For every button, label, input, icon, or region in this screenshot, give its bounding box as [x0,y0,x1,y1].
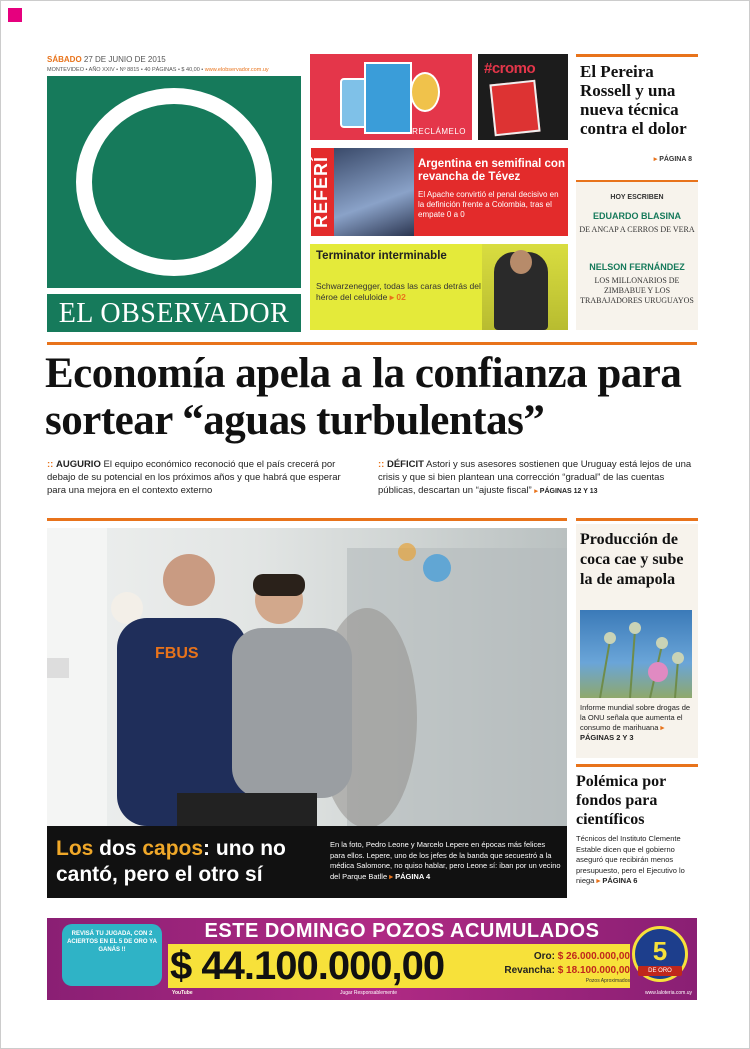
arrow-icon: ▸ [660,723,665,732]
promo-label: RECLÁMELO [412,127,466,136]
polemica-headline[interactable]: Polémica por fondos para científicos [576,773,666,828]
logo[interactable] [47,76,301,288]
logo-o-icon [47,76,301,288]
product-image [410,72,440,112]
arrow-icon: ▸ [596,876,601,885]
subhead-keyword: DÉFICIT [386,459,424,470]
divider [47,342,697,345]
photo-caption: En la foto, Pedro Leone y Marcelo Lepere en épocas más felices para ellos. Lepere, uno de los jefes de la banda que secuestró a la médica Salomone, no quiso hablar, pero Leone sí: iban por un vecino del Parque Batlle ▸ PÁGINA 4 [330,840,561,881]
dateline [47,54,307,76]
youtube-icon[interactable]: YouTube [172,990,193,996]
product-image [364,62,412,134]
divider [47,518,567,521]
coca-text: Informe mundial sobre drogas de la ONU señala que aumenta el consumo de marihuana ▸ PÁGINAS 2 Y 3 [580,703,691,742]
columnist-name[interactable]: NELSON FERNÁNDEZ [589,262,685,272]
dateline-day: SÁBADO [47,55,82,64]
lottery-bubble: REVISÁ TU JUGADA, CON 2 ACIERTOS EN EL 5 DE ORO YA GANÁS !! [62,924,162,986]
terminator-body: Schwarzenegger, todas las caras detrás del héroe del celuloide [316,281,481,302]
cinco-de-oro-label: DE ORO [638,966,682,976]
sports-photo [334,148,414,236]
main-photo [47,528,567,826]
terminator-page: ▸ 02 [389,292,406,302]
cromo-logo: #cromo [484,60,536,77]
divider [576,54,698,57]
bullet-icon: :: [47,459,54,470]
subhead-text: Astori y sus asesores sostienen que Uruguay está lejos de una crisis y que si bien plantean una corrección “gradual” de las cuentas públicas, descartan un “ajuste fiscal” [378,459,692,496]
promo-tile-reclamelo[interactable] [310,54,472,140]
lottery-note: Pozos Aproximados [585,978,630,984]
main-headline[interactable]: Economía apela a la confianza para sortear “aguas turbulentas” [45,350,682,444]
arrow-icon: ▸ [653,156,658,163]
pereira-headline[interactable]: El Pereira Rossell y una nueva técnica contra el dolor [580,62,687,138]
divider [576,764,698,767]
photo-headline[interactable]: Los dos capos: uno no cantó, pero el otro sí [56,837,286,886]
terminator-photo [482,244,568,330]
columnist-name[interactable]: EDUARDO BLASINA [592,211,681,221]
sports-section-label: REFERÍ [310,148,332,236]
arrow-icon: ▸ [389,871,393,881]
columnist-title: DE ANCAP A CERROS DE VERA [579,225,695,234]
bullet-icon: :: [378,459,385,470]
sports-text: El Apache convirtió el penal decisivo en la definición frente a Colombia, tras el empate 0 a 0 [418,190,559,219]
dateline-info: MONTEVIDEO • AÑO XXIV • Nº 8815 • 40 PÁGINAS • $ 40,00 • [47,67,204,73]
sports-headline[interactable]: Argentina en semifinal con revancha de Tévez [418,158,565,183]
subhead-page: ▸ PÁGINAS 12 Y 13 [534,488,598,495]
terminator-headline[interactable]: Terminator interminable [316,250,447,262]
poppy-photo [580,610,692,698]
lottery-title: ESTE DOMINGO POZOS ACUMULADOS [204,920,600,942]
print-registration-mark [8,8,22,22]
subhead-keyword: AUGURIO [55,459,101,470]
main-subhead-1 [47,458,357,497]
dateline-url[interactable]: www.elobservador.com.uy [204,67,269,73]
coca-headline[interactable]: Producción de coca cae y sube la de amapola [580,531,684,588]
person-face [510,250,532,274]
terminator-text [316,281,486,303]
cinco-de-oro-logo: 5 [632,926,688,982]
columnists-title: HOY ESCRIBEN [610,194,664,201]
lottery-breakdown: Oro: $ 26.000.000,00 Revancha: $ 18.100.000,00 [504,951,630,976]
magazine-cover-image [489,80,540,137]
masthead-name: EL OBSERVADOR [47,292,301,332]
photo-illustration [47,528,567,826]
lottery-responsible: Jugar Responsablemente [340,990,397,996]
dateline-date: 27 DE JUNIO DE 2015 [83,55,166,64]
shirt-text: FBUS [155,645,199,662]
divider [576,180,698,182]
columnist-title: LOS MILLONARIOS DE ZIMBABUE Y LOS TRABAJADORES URUGUAYOS [580,276,694,305]
columnists-box [576,180,698,330]
promo-tile-cromo[interactable] [478,54,568,140]
pereira-page: ▸ PÁGINA 8 [653,156,692,163]
polemica-text: Técnicos del Instituto Clemente Estable dicen que el gobierno aseguró que recibirán menos presupuesto, pero el Ejecutivo lo niega ▸ PÁGINA 6 [576,834,685,885]
lottery-amount: $ 44.100.000,00 [170,944,445,988]
lottery-url[interactable]: www.laloteria.com.uy [645,990,692,996]
divider [576,518,698,521]
subhead-text: El equipo económico reconoció que el país crecerá por debajo de su potencial en los próximos años y que habrá que esperar para una mejora en el contexto externo [47,459,341,496]
main-subhead-2 [378,458,698,498]
